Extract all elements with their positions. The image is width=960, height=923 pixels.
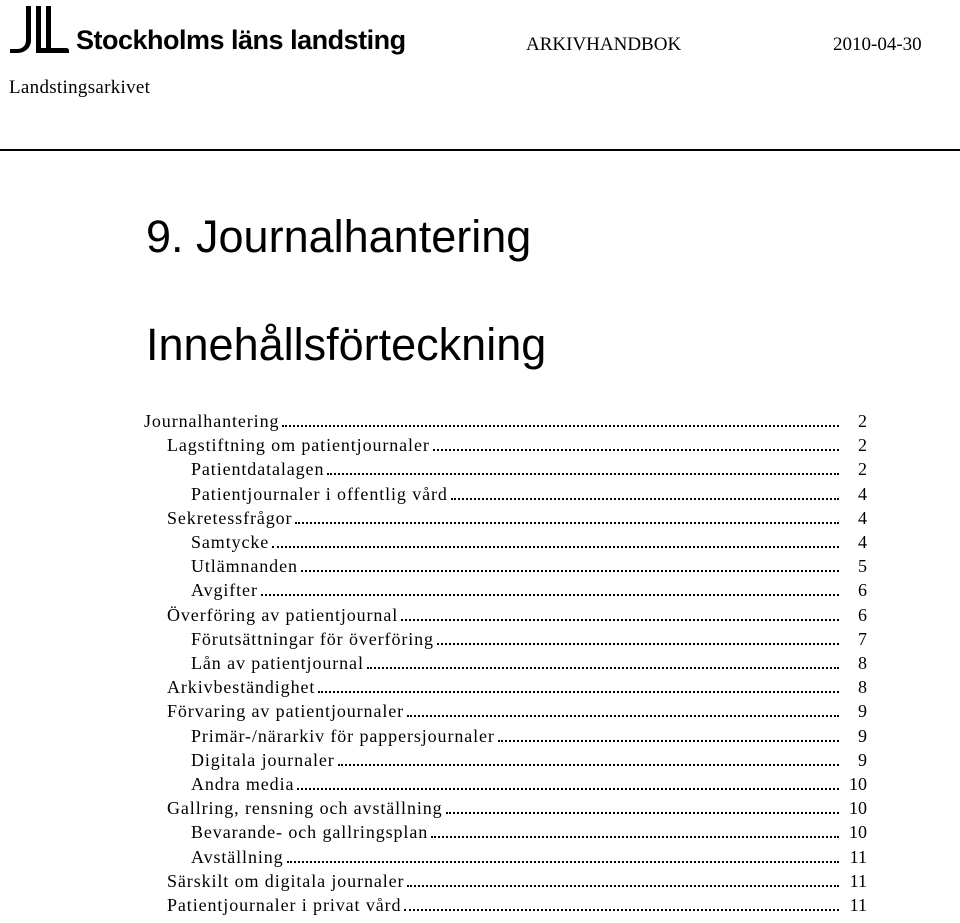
chapter-title: 9. Journalhantering — [146, 211, 532, 262]
toc-entry[interactable] — [0, 795, 960, 819]
toc-dot-leader — [367, 667, 839, 669]
toc-dot-leader — [446, 812, 839, 814]
toc-entry-page: 4 — [858, 532, 867, 552]
toc-entry-title: Patientjournaler i offentlig vård — [191, 484, 448, 504]
toc-entry-page: 4 — [858, 484, 867, 504]
toc-dot-leader — [301, 570, 839, 572]
toc-entry-page: 2 — [858, 411, 867, 431]
toc-entry[interactable] — [0, 747, 960, 771]
toc-entry[interactable] — [0, 626, 960, 650]
organization-name: Stockholms läns landsting — [76, 25, 406, 55]
toc-entry-title: Gallring, rensning och avställning — [167, 798, 443, 818]
toc-entry[interactable] — [0, 481, 960, 505]
toc-entry-page: 9 — [858, 701, 867, 721]
toc-entry[interactable] — [0, 723, 960, 747]
toc-dot-leader — [338, 764, 839, 766]
toc-dot-leader — [433, 449, 839, 451]
toc-entry[interactable] — [0, 505, 960, 529]
toc-entry-title: Bevarande- och gallringsplan — [191, 822, 429, 842]
toc-dot-leader — [297, 788, 839, 790]
document-type: ARKIVHANDBOK — [526, 34, 682, 55]
toc-entry-page: 8 — [858, 653, 867, 673]
toc-entry[interactable] — [0, 844, 960, 868]
toc-entry-title: Förvaring av patientjournaler — [167, 701, 405, 721]
toc-entry-title: Utlämnanden — [191, 556, 298, 576]
toc-entry-page: 11 — [849, 847, 867, 867]
toc-entry[interactable] — [0, 529, 960, 553]
toc-entry[interactable] — [0, 868, 960, 892]
toc-entry[interactable] — [0, 577, 960, 601]
toc-entry-title: Patientdatalagen — [191, 459, 325, 479]
toc-entry-page: 2 — [858, 435, 867, 455]
toc-entry-page: 5 — [858, 556, 867, 576]
toc-dot-leader — [295, 522, 839, 524]
toc-entry-title: Överföring av patientjournal — [167, 605, 399, 625]
toc-entry-title: Sekretessfrågor — [167, 508, 293, 528]
toc-entry-page: 10 — [849, 798, 867, 818]
toc-entry-page: 9 — [858, 726, 867, 746]
toc-dot-leader — [401, 619, 839, 621]
toc-dot-leader — [318, 691, 839, 693]
toc-entry[interactable] — [0, 650, 960, 674]
toc-entry-title: Förutsättningar för överföring — [191, 629, 434, 649]
toc-entry-page: 9 — [858, 750, 867, 770]
toc-entry-page: 11 — [849, 871, 867, 891]
sll-logo-icon — [8, 4, 70, 54]
document-date: 2010-04-30 — [833, 34, 922, 55]
toc-entry[interactable] — [0, 819, 960, 843]
toc-entry-title: Särskilt om digitala journaler — [167, 871, 405, 891]
toc-entry-title: Journalhantering — [144, 411, 280, 431]
toc-entry-page: 8 — [858, 677, 867, 697]
toc-entry-title: Arkivbeständighet — [167, 677, 316, 697]
toc-entry-title: Avgifter — [191, 580, 258, 600]
toc-entry-title: Patientjournaler i privat vård — [167, 895, 402, 915]
toc-entry-title: Avställning — [191, 847, 284, 867]
toc-entry-title: Lån av patientjournal — [191, 653, 364, 673]
toc-dot-leader — [451, 498, 839, 500]
toc-dot-leader — [282, 425, 839, 427]
toc-entry[interactable] — [0, 602, 960, 626]
toc-entry[interactable] — [0, 553, 960, 577]
toc-entry-page: 4 — [858, 508, 867, 528]
toc-entry-title: Digitala journaler — [191, 750, 335, 770]
toc-dot-leader — [431, 836, 839, 838]
toc-heading: Innehållsförteckning — [146, 319, 547, 370]
toc-entry[interactable] — [0, 408, 960, 432]
toc-dot-leader — [287, 861, 839, 863]
toc-entry-page: 6 — [858, 605, 867, 625]
toc-entry[interactable] — [0, 674, 960, 698]
toc-entry-page: 10 — [849, 822, 867, 842]
toc-dot-leader — [498, 740, 839, 742]
toc-entry-title: Lagstiftning om patientjournaler — [167, 435, 430, 455]
header-divider — [0, 149, 960, 151]
toc-entry-page: 6 — [858, 580, 867, 600]
toc-entry[interactable] — [0, 771, 960, 795]
toc-entry[interactable] — [0, 892, 960, 916]
toc-entry-title: Andra media — [191, 774, 295, 794]
toc-entry[interactable] — [0, 432, 960, 456]
toc-entry-page: 2 — [858, 459, 867, 479]
toc-entry-page: 10 — [849, 774, 867, 794]
toc-dot-leader — [407, 885, 839, 887]
toc-entry[interactable] — [0, 698, 960, 722]
toc-entry[interactable] — [0, 456, 960, 480]
toc-entry-page: 11 — [849, 895, 867, 915]
toc-dot-leader — [437, 643, 839, 645]
toc-dot-leader — [261, 594, 839, 596]
toc-dot-leader — [272, 546, 839, 548]
toc-dot-leader — [404, 909, 839, 911]
toc-entry-title: Primär-/närarkiv för pappersjournaler — [191, 726, 495, 746]
toc-entry-page: 7 — [858, 629, 867, 649]
department-name: Landstingsarkivet — [9, 77, 151, 98]
toc-entry-title: Samtycke — [191, 532, 270, 552]
toc-dot-leader — [407, 715, 839, 717]
toc-dot-leader — [327, 473, 839, 475]
